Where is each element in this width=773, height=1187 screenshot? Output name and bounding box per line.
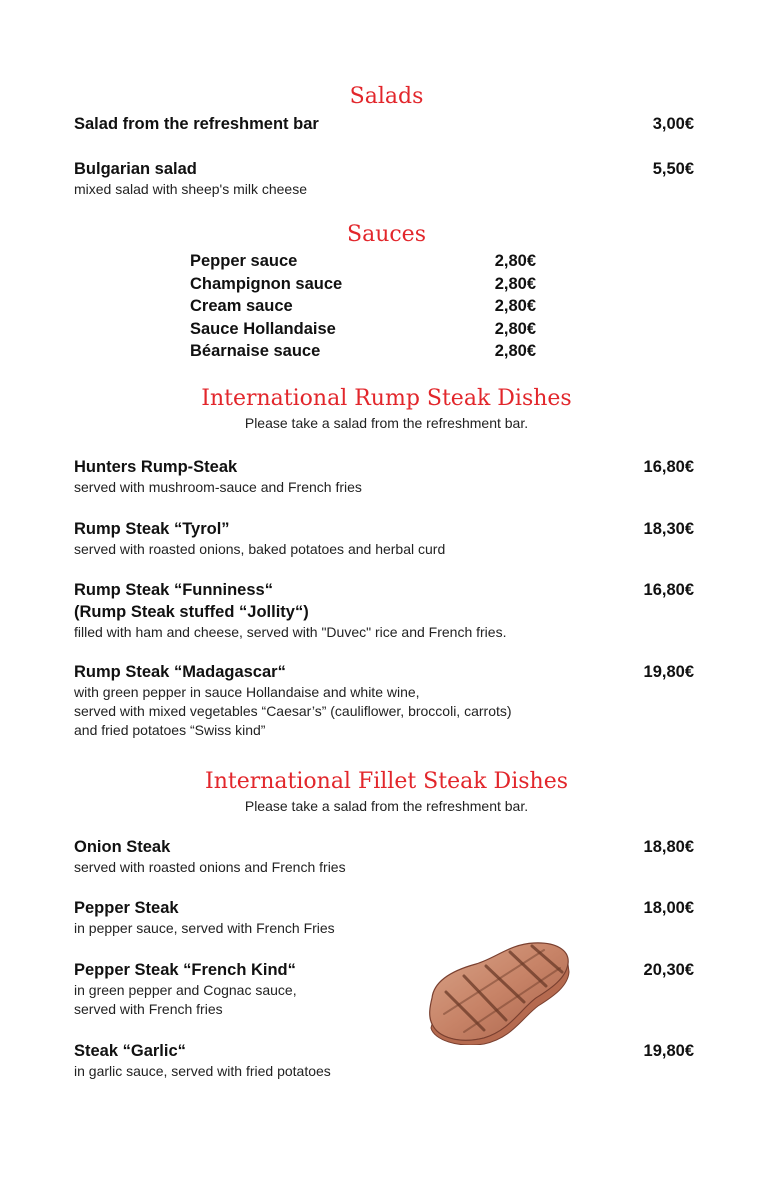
sauce-row: [190, 340, 540, 362]
item-price: 5,50€: [652, 160, 694, 178]
menu-item: [74, 1040, 694, 1081]
item-description: in pepper sauce, served with French Fries: [74, 920, 335, 936]
item-price: 18,30€: [643, 520, 694, 538]
item-price: 3,00€: [652, 115, 694, 133]
item-description: served with mushroom-sauce and French fries: [74, 479, 362, 495]
sauce-price: 2,80€: [494, 275, 536, 293]
item-name: Salad from the refreshment bar: [74, 115, 319, 133]
item-description: filled with ham and cheese, served with "Duvec" rice and French fries.: [74, 624, 507, 640]
item-price: 16,80€: [643, 581, 694, 599]
salads-heading: Salads: [349, 84, 424, 109]
sauce-name: Champignon sauce: [190, 275, 343, 293]
item-description: in green pepper and Cognac sauce,: [74, 982, 297, 998]
menu-item: [74, 113, 694, 135]
item-name: Pepper Steak “French Kind“: [74, 961, 296, 979]
sauce-name: Béarnaise sauce: [190, 342, 321, 360]
menu-item: [74, 897, 694, 938]
item-price: 19,80€: [643, 1042, 694, 1060]
item-name: Bulgarian salad: [74, 160, 197, 178]
sauce-price: 2,80€: [494, 297, 536, 315]
item-description: served with mixed vegetables “Caesar’s” (cauliflower, broccoli, carrots): [74, 703, 512, 719]
sauces-heading: Sauces: [347, 222, 426, 247]
item-description: served with French fries: [74, 1001, 223, 1017]
sauce-row: [190, 295, 540, 317]
menu-item: [74, 836, 694, 877]
item-price: 18,00€: [643, 899, 694, 917]
sauce-row: [190, 250, 540, 272]
menu-item: [74, 518, 694, 559]
item-price: 20,30€: [643, 961, 694, 979]
menu-item: [74, 661, 694, 740]
item-name: Rump Steak “Madagascar“: [74, 663, 286, 681]
sauce-name: Cream sauce: [190, 297, 293, 315]
item-price: 16,80€: [643, 458, 694, 476]
fillet-steak-note: Please take a salad from the refreshment bar.: [244, 798, 529, 814]
item-description: with green pepper in sauce Hollandaise and white wine,: [74, 684, 420, 700]
sauce-price: 2,80€: [494, 342, 536, 360]
menu-item: [74, 579, 694, 642]
item-name: Rump Steak “Tyrol”: [74, 520, 230, 538]
item-name: Pepper Steak: [74, 899, 179, 917]
menu-item: [74, 158, 694, 199]
rump-steak-note: Please take a salad from the refreshment bar.: [244, 415, 529, 431]
item-description: and fried potatoes “Swiss kind”: [74, 722, 266, 738]
rump-steak-heading: International Rump Steak Dishes: [201, 386, 572, 411]
item-description: served with roasted onions, baked potatoes and herbal curd: [74, 541, 446, 557]
sauce-name: Pepper sauce: [190, 252, 298, 270]
item-description: in garlic sauce, served with fried potatoes: [74, 1063, 331, 1079]
item-description: served with roasted onions and French fries: [74, 859, 346, 875]
sauce-price: 2,80€: [494, 320, 536, 338]
item-description: mixed salad with sheep's milk cheese: [74, 181, 308, 197]
item-price: 19,80€: [643, 663, 694, 681]
item-name: Onion Steak: [74, 838, 171, 856]
grilled-steak-icon: [424, 940, 574, 1045]
sauce-row: [190, 273, 540, 295]
menu-item: [74, 456, 694, 497]
item-name: Hunters Rump-Steak: [74, 458, 238, 476]
fillet-steak-heading: International Fillet Steak Dishes: [205, 769, 568, 794]
item-subname: (Rump Steak stuffed “Jollity“): [74, 603, 309, 621]
sauce-name: Sauce Hollandaise: [190, 320, 336, 338]
sauce-price: 2,80€: [494, 252, 536, 270]
item-name: Rump Steak “Funniness“: [74, 581, 273, 599]
sauce-row: [190, 318, 540, 340]
menu-item: [74, 959, 694, 1019]
item-price: 18,80€: [643, 838, 694, 856]
item-name: Steak “Garlic“: [74, 1042, 186, 1060]
